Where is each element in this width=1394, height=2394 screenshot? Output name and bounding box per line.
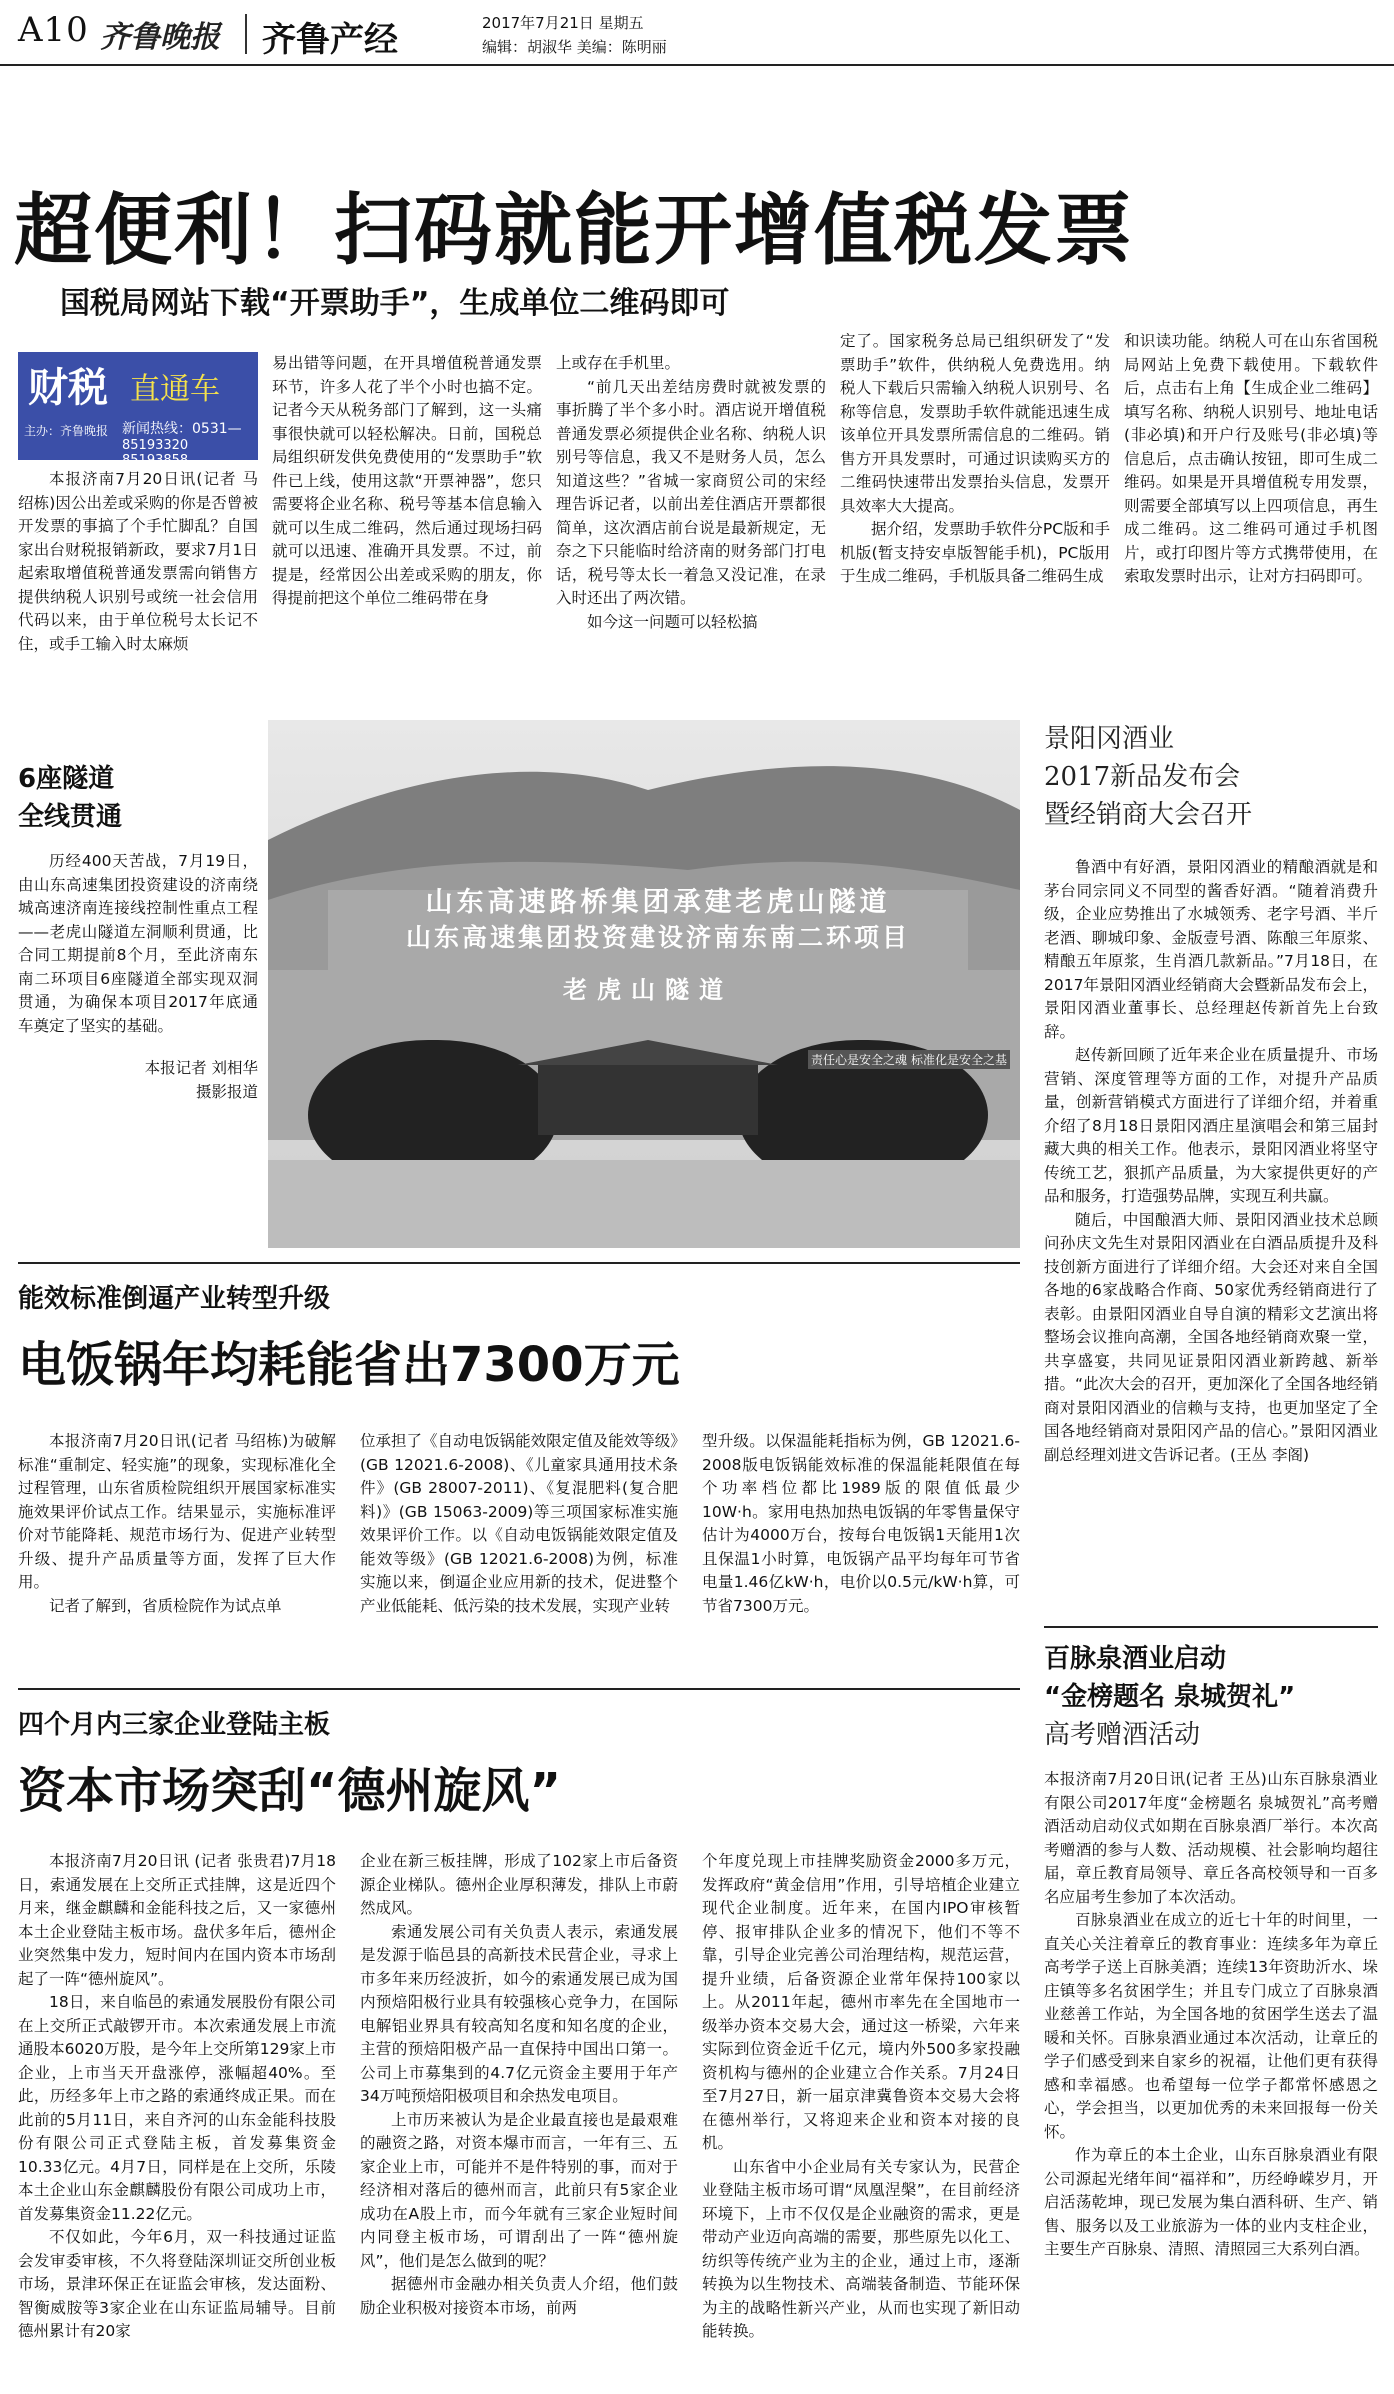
tunnel-caption bbox=[18, 760, 258, 1104]
photo-sign-left: 责任心是安全之魂 bbox=[808, 1050, 910, 1069]
photo-sign-right: 标准化是安全之基 bbox=[908, 1050, 1010, 1069]
jingyang-title-line-3: 暨经销商大会召开 bbox=[1044, 800, 1253, 830]
baimaiquan-title-line-1: 百脉泉酒业启动 bbox=[1044, 1644, 1227, 1674]
article-paragraph: 随后，中国酿酒大师、景阳冈酒业技术总顾问孙庆文先生对景阳冈酒业在白酒品质提升及科技创新方面进行了详细介绍。大会还对来自全国各地的6家战略合作商、50家优秀经销商进行了表彰。由景阳冈酒业自导自演的精彩文艺演出将整场会议推向高潮，全国各地经销商欢聚一堂，共享盛宴，共同见证景阳冈酒业新跨越、新举措。“此次大会的召开，更加深化了全国各地经销商对景阳冈酒业的信赖与支持，也更加坚定了全国各地经销商对景阳冈产品的信心。”景阳冈酒业副总经理刘进文告诉记者。(王丛 李阁) bbox=[1044, 1210, 1378, 1464]
baimaiquan-title-line-2: “金榜题名 泉城贺礼” bbox=[1044, 1682, 1296, 1712]
dezhou-column-2 bbox=[360, 1850, 678, 2380]
article-paragraph: 18日，来自临邑的索通发展股份有限公司在上交所正式敲锣开市。本次索通发展上市流通股本6020万股，是今年上交所第129家上市企业，上市当天开盘涨停，涨幅超40%。至此，历经多年上市之路的索通终成正果。而在此前的5月11日，来自齐河的山东金能科技股份有限公司正式登陆主板，首发募集资金10.33亿元。4月7日，同样是在上交所，乐陵本土企业山东金麒麟股份有限公司成功上市，首发募集资金11.22亿元。 bbox=[18, 1993, 336, 2223]
jingyang-body bbox=[1044, 856, 1378, 1616]
article-paragraph: 型升级。以保温能耗指标为例，GB 12021.6-2008版电饭锅能效标准的保温能耗限值在每个功率档位都比1989版的限值低最少10W·h。家用电热加热电饭锅的年零售量保守估计为4000万台，按每台电饭锅1天能用1次且保温1小时算，电饭锅产品平均每年可节省电量1.46亿kW·h，电价以0.5元/kW·h算，可节省7300万元。 bbox=[702, 1432, 1020, 1615]
photo-tunnel-name: 老虎山隧道 bbox=[563, 976, 733, 1004]
banner-title: 财税 bbox=[28, 365, 108, 411]
article-paragraph: 和识读功能。纳税人可在山东省国税局网站上免费下载使用。下载软件后，点击右上角【生成企业二维码】填写名称、纳税人识别号、地址电话(非必填)和开户行及账号(非必填)等信息后，点击确认按钮，即可生成二维码。如果是开具增值税专用发票，则需要全部填写以上四项信息，再生成二维码。这二维码可通过手机图片，或打印图片等方式携带使用，在索取发票时出示，让对方扫码即可。 bbox=[1124, 332, 1378, 585]
issue-date: 2017年7月21日 星期五 bbox=[482, 14, 644, 32]
article-paragraph: 作为章丘的本土企业，山东百脉泉酒业有限公司源起光绪年间“福祥和”，历经峥嵘岁月，开启活荡乾坤，现已发展为集白酒科研、生产、销售、服务以及工业旅游为一体的业内支柱企业，主要生产百脉泉、清照、清照园三大系列白酒。 bbox=[1044, 2146, 1378, 2258]
article-paragraph: 不仅如此，今年6月，双一科技通过证监会发审委审核，不久将登陆深圳证交所创业板市场，景津环保正在证监会审核，发达面粉、智衡威胺等3家企业在山东证监局辅导。目前德州累计有20家 bbox=[18, 2228, 336, 2340]
lead-column-2 bbox=[272, 352, 542, 682]
article-paragraph: 索通发展公司有关负责人表示，索通发展是发源于临邑县的高新技术民营企业，寻求上市多年来历经波折，如今的索通发展已成为国内预焙阳极行业具有较强核心竞争力，在国际电解铝业界具有较高知名度和知名度的企业，主营的预焙阳极产品一直保持中国出口第一。公司上市募集到的4.7亿元资金主要用于年产34万吨预焙阳极项目和余热发电项目。 bbox=[360, 1922, 678, 2105]
photo-banner-line-2: 山东高速集团投资建设济南东南二环项目 bbox=[405, 923, 910, 952]
page-header bbox=[0, 0, 1394, 66]
banner-hotline-numbers: 85193320 85193858 bbox=[122, 438, 189, 468]
article-paragraph: 据德州市金融办相关负责人介绍，他们鼓励企业积极对接资本市场，前两 bbox=[360, 2275, 678, 2317]
section-rule bbox=[18, 1262, 1020, 1264]
jingyang-title-line-2: 2017新品发布会 bbox=[1044, 762, 1241, 792]
cooker-column-2 bbox=[360, 1430, 678, 1660]
tunnel-body: 历经400天苦战，7月19日，由山东高速集团投资建设的济南绕城高速济南连接线控制性重点工程——老虎山隧道左洞顺利贯通，比合同工期提前8个月，至此济南东南二环项目6座隧道全部实现双洞贯通，为确保本项目2017年底通车奠定了坚实的基础。 bbox=[18, 852, 258, 1035]
baimaiquan-story bbox=[1044, 1640, 1378, 2378]
baimaiquan-body bbox=[1044, 1768, 1378, 2378]
lead-column-3 bbox=[556, 352, 826, 682]
banner-subtitle: 直通车 bbox=[130, 372, 220, 407]
banner-host: 主办：齐鲁晚报 bbox=[24, 424, 109, 438]
article-paragraph: 上或存在手机里。 bbox=[556, 354, 681, 372]
article-paragraph: 山东省中小企业局有关专家认为，民营企业登陆主板市场可谓“凤凰涅槃”，在目前经济环境下，上市不仅仅是企业融资的需求，更是带动产业迈向高端的需要，那些原先以化工、纺织等传统产业为主的企业，通过上市，逐渐转换为以生物技术、高端装备制造、节能环保为主的战略性新兴产业，从而也实现了新旧动能转换。 bbox=[702, 2157, 1020, 2340]
cooker-column-1 bbox=[18, 1430, 336, 1660]
dezhou-headline: 资本市场突刮“德州旋风” bbox=[18, 1763, 562, 1819]
dezhou-column-1 bbox=[18, 1850, 336, 2380]
lead-column-4 bbox=[840, 330, 1110, 682]
dezhou-column-3 bbox=[702, 1850, 1020, 2380]
article-paragraph: “前几天出差结房费时就被发票的事折腾了半个多小时。酒店说开增值税普通发票必须提供企业名称、纳税人识别号等信息，我又不是财务人员，怎么知道这些？”省城一家商贸公司的宋经理告诉记者，以前出差住酒店开票都很简单，这次酒店前台说是最新规定，无奈之下只能临时给济南的财务部门打电话，税号等太长一着急又没记准，在录入时还出了两次错。 bbox=[556, 377, 826, 607]
tunnel-title-line-1: 6座隧道 bbox=[18, 764, 115, 794]
article-paragraph: 鲁酒中有好酒，景阳冈酒业的精酿酒就是和茅台同宗同义不同型的酱香好酒。“随着消费升级，企业应势推出了水城领秀、老字号酒、半斤老酒、聊城印象、金版壹号酒、陈酿三年原浆、精酿五年原浆，生肖酒几款新品。”7月18日，在2017年景阳冈酒业经销商大会暨新品发布会上，景阳冈酒业董事长、总经理赵传新首先上台致辞。 bbox=[1044, 858, 1378, 1041]
banner-hotline-label: 新闻热线：0531— bbox=[122, 421, 242, 437]
article-paragraph: 本报济南7月20日讯(记者 王丛)山东百脉泉酒业有限公司2017年度“金榜题名 泉城贺礼”高考赠酒活动启动仪式如期在百脉泉酒厂举行。本次高考赠酒的参与人数、活动规模、社会影响均超往届，章丘教育局领导、章丘各高校领导和一百多名应届考生参加了本次活动。 bbox=[1044, 1770, 1378, 1906]
tunnel-credit-reporter: 本报记者 刘相华 bbox=[144, 1059, 258, 1077]
lead-subhead: 国税局网站下载“开票助手”，生成单位二维码即可 bbox=[60, 286, 730, 321]
lead-headline: 超便利！扫码就能开增值税发票 bbox=[14, 186, 1135, 276]
page-number: A10 bbox=[18, 10, 89, 50]
tunnel-title-line-2: 全线贯通 bbox=[18, 802, 123, 832]
lead-column-1 bbox=[18, 468, 258, 700]
article-paragraph: 记者了解到，省质检院作为试点单 bbox=[49, 1596, 282, 1615]
article-paragraph: 本报济南7月20日讯(记者 马绍栋)因公出差或采购的你是否曾被开发票的事搞了个手忙脚乱？自国家出台财税报销新政，要求7月1日起索取增值税普通发票需向销售方提供纳税人识别号或统一社会信用代码以来，由于单位税号太长记不住，或手工输入时太麻烦 bbox=[18, 470, 258, 653]
article-paragraph: 本报济南7月20日讯(记者 马绍栋)为破解标准“重制定、轻实施”的现象，实现标准化全过程管理，山东省质检院组织开展国家标准实施效果评价试点工作。结果显示，实施标准评价对节能降耗、规范市场行为、促进产业转型升级、提升产品质量等方面，发挥了巨大作用。 bbox=[18, 1432, 336, 1591]
photo-banner-line-1: 山东高速路桥集团承建老虎山隧道 bbox=[425, 887, 891, 918]
article-paragraph: 定了。国家税务总局已组织研发了“发票助手”软件，供纳税人免费选用。纳税人下载后只需输入纳税人识别号、名称等信息，发票助手软件就能迅速生成该单位开具发票所需信息的二维码。销售方开具发票时，可通过识读购买方的二维码快速带出发票抬头信息，发票开具效率大大提高。 bbox=[840, 332, 1110, 515]
article-paragraph: 企业在新三板挂牌，形成了102家上市后备资源企业梯队。德州企业厚积薄发，排队上市蔚然成风。 bbox=[360, 1852, 678, 1917]
baimaiquan-title-line-3: 高考赠酒活动 bbox=[1044, 1720, 1201, 1750]
cooker-kicker: 能效标准倒逼产业转型升级 bbox=[18, 1284, 331, 1314]
article-paragraph: 据介绍，发票助手软件分PC版和手机版(暂支持安卓版智能手机)，PC版用于生成二维码，手机版具备二维码生成 bbox=[840, 520, 1110, 585]
article-paragraph: 如今这一问题可以轻松搞 bbox=[587, 612, 758, 631]
cooker-headline: 电饭锅年均耗能省出7300万元 bbox=[18, 1337, 680, 1393]
jingyang-title-line-1: 景阳冈酒业 bbox=[1044, 724, 1175, 754]
article-paragraph: 易出错等问题，在开具增值税普通发票环节，许多人花了半个小时也搞不定。记者今天从税务部门了解到，这一头痛事很快就可以轻松解决。日前，国税总局组织研发供免费使用的“发票助手”软件已上线，使用这款“开票神器”，您只需要将企业名称、税号等基本信息输入就可以生成二维码，然后通过现场扫码就可以迅速、准确开具发票。不过，前提是，经常因公出差或采购的朋友，你得提前把这个单位二维码带在身 bbox=[272, 354, 542, 607]
article-paragraph: 赵传新回顾了近年来企业在质量提升、市场营销、深度管理等方面的工作，对提升产品质量，创新营销模式方面进行了详细介绍，并着重介绍了8月18日景阳冈酒庄星演唱会和第三届封藏大典的相关工作。他表示，景阳冈酒业将坚守传统工艺，狠抓产品质量，为大家提供更好的产品和服务，打造强势品牌，实现互利共赢。 bbox=[1044, 1046, 1378, 1205]
section-title: 齐鲁产经 bbox=[262, 20, 398, 60]
lead-column-5 bbox=[1124, 330, 1378, 682]
header-divider bbox=[245, 14, 247, 54]
article-paragraph: 位承担了《自动电饭锅能效限定值及能效等级》(GB 12021.6-2008)、《儿童家具通用技术条件》(GB 28007-2011)、《复混肥料(复合肥料)》(GB 15063-2009)等三项国家标准实施效果评价工作。以《自动电饭锅能效限定值及能效等级》(GB 12021.6-2008)为例，标准实施以来，倒逼企业应用新的技术，促进整个产业低能耗、低污染的技术发展，实现产业转 bbox=[360, 1432, 678, 1615]
tunnel-photo bbox=[268, 720, 1020, 1248]
article-paragraph: 个年度兑现上市挂牌奖励资金2000多万元，发挥政府“黄金信用”作用，引导培植企业建立现代企业制度。近年来，在国内IPO审核暂停、报审排队企业多的情况下，他们不等不靠，引导企业完善公司治理结构，规范运营，提升业绩，后备资源企业常年保持100家以上。从2011年起，德州市率先在全国地市一级举办资本交易大会，通过这一桥梁，六年来实际到位资金近千亿元，境内外500多家投融资机构与德州的企业建立合作关系。7月24日至7月27日，新一届京津冀鲁资本交易大会将在德州举行，又将迎来企业和资本对接的良机。 bbox=[702, 1852, 1020, 2152]
editor-credits: 编辑：胡淑华 美编：陈明丽 bbox=[482, 38, 667, 56]
newspaper-logo: 齐鲁晚报 bbox=[100, 20, 220, 55]
column-banner bbox=[18, 352, 258, 468]
tunnel-credit-photo: 摄影报道 bbox=[195, 1083, 258, 1101]
article-paragraph: 百脉泉酒业在成立的近七十年的时间里，一直关心关注着章丘的教育事业：连续多年为章丘高考学子送上百脉美酒；连续13年资助沂水、垛庄镇等多名贫困学生；并且专门成立了百脉泉酒业慈善工作站，为全国各地的贫困学生送去了温暖和关怀。百脉泉酒业通过本次活动，让章丘的学子们感受到来自家乡的祝福，让他们更有获得感和幸福感。也希望每一位学子都常怀感恩之心，学会担当，以更加优秀的未来回报每一份关怀。 bbox=[1044, 1911, 1378, 2141]
article-paragraph: 上市历来被认为是企业最直接也是最艰难的融资之路，对资本爆市而言，一年有三、五家企业上市，可能并不是件特别的事，而对于经济相对落后的德州而言，此前只有5家企业成功在A股上市，而今年就有三家企业短时间内同登主板市场，可谓刮出了一阵“德州旋风”，他们是怎么做到的呢？ bbox=[360, 2110, 678, 2270]
section-rule bbox=[18, 1688, 1020, 1690]
section-rule bbox=[1044, 1626, 1378, 1628]
jingyang-story bbox=[1044, 720, 1378, 1616]
article-paragraph: 本报济南7月20日讯 (记者 张贵君)7月18日，索通发展在上交所正式挂牌，这是近四个月来，继金麒麟和金能科技之后，又一家德州本土企业登陆主板市场。盘伏多年后，德州企业突然集中发力，短时间内在国内资本市场刮起了一阵“德州旋风”。 bbox=[18, 1852, 336, 1988]
cooker-column-3 bbox=[702, 1430, 1020, 1660]
dezhou-kicker: 四个月内三家企业登陆主板 bbox=[18, 1710, 331, 1740]
